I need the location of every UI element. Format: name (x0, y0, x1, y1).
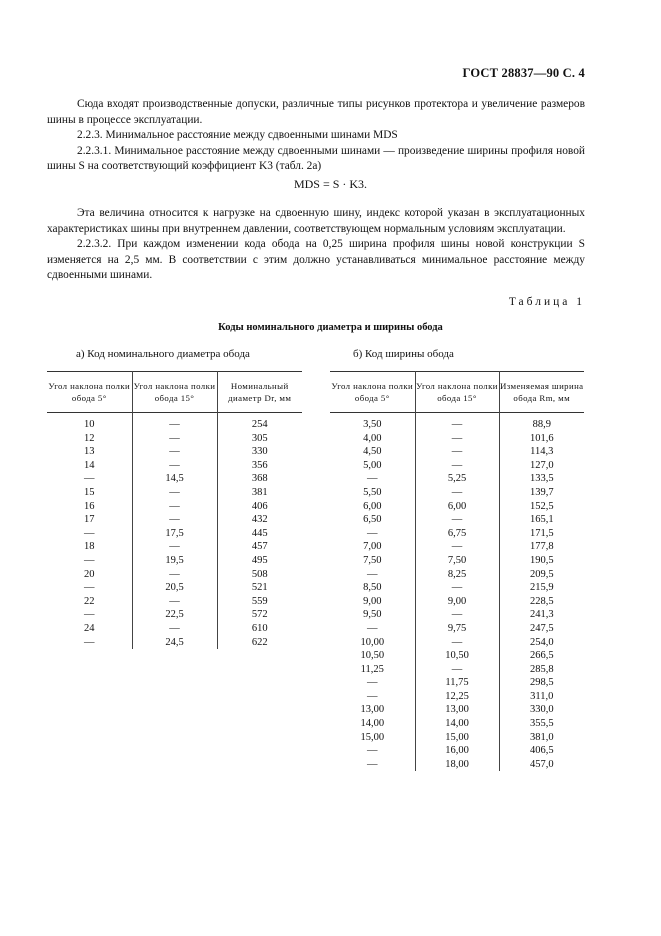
table-cell: 11,25 (330, 663, 415, 677)
table-cell: 14,00 (330, 717, 415, 731)
table-cell: — (47, 472, 132, 486)
table-cell: — (330, 676, 415, 690)
table-b-header-1: Угол наклона полки обода 5° (330, 372, 415, 413)
table-cell: 457,0 (529, 758, 554, 770)
table-a-header-2: Угол наклона полки обода 15° (132, 372, 217, 413)
table-cell: 13,00 (415, 703, 499, 717)
table-row (47, 636, 302, 650)
table-cell: — (415, 432, 499, 446)
table-row (330, 622, 584, 636)
table-cell: — (132, 595, 217, 609)
table-cell: 368 (251, 473, 268, 485)
table-cell: 8,50 (330, 581, 415, 595)
table-row (330, 703, 584, 717)
table-cell: 24 (47, 622, 132, 636)
table-cell: — (132, 459, 217, 473)
table-cell: — (132, 540, 217, 554)
table-row (330, 717, 584, 731)
table-cell: 215,9 (529, 582, 554, 594)
table-row (47, 459, 302, 473)
table-cell: 133,5 (529, 473, 554, 485)
table-cell: 254,0 (529, 636, 554, 648)
table-row (330, 758, 584, 772)
table-cell: 406,5 (529, 745, 554, 757)
table-cell: 22 (47, 595, 132, 609)
table-cell: 20 (47, 568, 132, 582)
table-cell: 6,75 (415, 527, 499, 541)
table-row (330, 413, 584, 432)
table-cell: 298,5 (529, 677, 554, 689)
table-cell: 559 (251, 595, 268, 607)
table-cell: 381 (251, 486, 268, 498)
table-cell: 6,00 (415, 500, 499, 514)
table-row (330, 608, 584, 622)
table-cell: 285,8 (529, 663, 554, 675)
table-cell: 101,6 (529, 432, 554, 444)
table-cell: — (330, 758, 415, 772)
table-cell: — (132, 622, 217, 636)
table-row (330, 744, 584, 758)
table-cell: 13,00 (330, 703, 415, 717)
table-cell: 152,5 (529, 500, 554, 512)
table-row (330, 513, 584, 527)
table-cell: 22,5 (132, 608, 217, 622)
table-cell: 24,5 (132, 636, 217, 650)
table-cell: 355,5 (529, 718, 554, 730)
table-cell: 10,50 (415, 649, 499, 663)
table-cell: — (330, 744, 415, 758)
table-cell: — (132, 413, 217, 432)
table-cell: 572 (251, 609, 268, 621)
table-cell: 127,0 (529, 459, 554, 471)
table-row (330, 500, 584, 514)
second-text-block (47, 206, 585, 284)
table-cell: 247,5 (529, 622, 554, 634)
table-cell: 610 (251, 622, 268, 634)
table-cell: 6,50 (330, 513, 415, 527)
intro-text-block (47, 97, 585, 175)
table-cell: 7,50 (330, 554, 415, 568)
table-cell: — (415, 445, 499, 459)
table-cell: 12,25 (415, 690, 499, 704)
table-cell: 7,00 (330, 540, 415, 554)
table-cell: 9,00 (330, 595, 415, 609)
table-b-header-2: Угол наклона полки обода 15° (415, 372, 499, 413)
table-cell: 9,00 (415, 595, 499, 609)
table-cell: 4,50 (330, 445, 415, 459)
table-cell: 7,50 (415, 554, 499, 568)
table-cell: 381,0 (529, 731, 554, 743)
table-cell: 16 (47, 500, 132, 514)
table-cell: — (415, 608, 499, 622)
page-header: ГОСТ 28837—90 С. 4 (462, 66, 585, 80)
table-row (47, 432, 302, 446)
table-cell: — (47, 554, 132, 568)
table-row (330, 527, 584, 541)
table-b-header-3: Изменяемая ширина обода Rm, мм (500, 381, 584, 403)
table-cell: — (132, 486, 217, 500)
table-cell: 13 (47, 445, 132, 459)
table-row (330, 472, 584, 486)
table-cell: — (330, 690, 415, 704)
table-cell: 165,1 (529, 514, 554, 526)
table-cell: 14,5 (132, 472, 217, 486)
table-row (330, 568, 584, 582)
paragraph-3: 2.2.3.1. Минимальное расстояние между сдвоенными шинами — произведение ширины профиля новой шины S на соответствующий коэффициент K3 (табл. 2а) (47, 144, 585, 173)
table-cell: 15,00 (330, 731, 415, 745)
table-row (47, 413, 302, 432)
table-cell: 445 (251, 527, 268, 539)
table-row (330, 731, 584, 745)
table-row (330, 649, 584, 663)
table-row (330, 554, 584, 568)
table-cell: 139,7 (529, 486, 554, 498)
table-cell: 311,0 (530, 690, 554, 702)
table-row (47, 472, 302, 486)
table-cell: 495 (251, 554, 268, 566)
table-cell: — (47, 636, 132, 650)
table-cell: 177,8 (529, 541, 554, 553)
table-cell: 356 (251, 459, 268, 471)
table-cell: 3,50 (330, 413, 415, 432)
table-row (330, 690, 584, 704)
table-cell: — (415, 413, 499, 432)
table-cell: 508 (251, 568, 268, 580)
table-b (330, 371, 584, 771)
table-cell: — (415, 459, 499, 473)
table-cell: — (415, 663, 499, 677)
paragraph-2: 2.2.3. Минимальное расстояние между сдвоенными шинами MDS (77, 129, 398, 142)
table-row (330, 581, 584, 595)
table-row (47, 568, 302, 582)
table-row (330, 676, 584, 690)
table-cell: 4,00 (330, 432, 415, 446)
table-a (47, 371, 302, 649)
table-cell: 209,5 (529, 568, 554, 580)
table-cell: 305 (251, 432, 268, 444)
table-cell: — (132, 445, 217, 459)
table-cell: 190,5 (529, 554, 554, 566)
table-cell: 18,00 (415, 758, 499, 772)
table-cell: — (132, 513, 217, 527)
table-cell: 14,00 (415, 717, 499, 731)
table-cell: 88,9 (532, 419, 551, 430)
table-cell: 406 (251, 500, 268, 512)
table-cell: — (330, 472, 415, 486)
paragraph-1: Сюда входят производственные допуски, различные типы рисунков протектора и увеличение размеров шины в процессе эксплуатации. (47, 98, 585, 126)
table-cell: — (415, 486, 499, 500)
table-cell: 14 (47, 459, 132, 473)
table-cell: 6,00 (330, 500, 415, 514)
table-cell: — (132, 432, 217, 446)
table-cell: 330 (251, 446, 268, 458)
table-row (47, 554, 302, 568)
table-cell: 10,00 (330, 636, 415, 650)
table-row (330, 486, 584, 500)
table-cell: 20,5 (132, 581, 217, 595)
table-cell: 15,00 (415, 731, 499, 745)
table-cell: — (415, 513, 499, 527)
table-cell: 330,0 (529, 704, 554, 716)
table-cell: 9,50 (330, 608, 415, 622)
table-row (47, 622, 302, 636)
table-cell: 432 (251, 514, 268, 526)
table-row (330, 459, 584, 473)
table-cell: 8,25 (415, 568, 499, 582)
table-cell: — (47, 608, 132, 622)
table-row (47, 527, 302, 541)
table-cell: — (330, 527, 415, 541)
table-cell: 11,75 (415, 676, 499, 690)
table-cell: — (415, 636, 499, 650)
table-cell: 15 (47, 486, 132, 500)
table-cell: — (132, 568, 217, 582)
table-cell: 17 (47, 513, 132, 527)
table-row (330, 432, 584, 446)
table-title: Коды номинального диаметра и ширины обода (218, 322, 443, 333)
table-a-header-1: Угол наклона полки обода 5° (47, 372, 132, 413)
table-row (47, 500, 302, 514)
table-row (330, 595, 584, 609)
table-cell: 9,75 (415, 622, 499, 636)
table-row (47, 608, 302, 622)
table-cell: 266,5 (529, 650, 554, 662)
table-row (47, 540, 302, 554)
table-cell: — (330, 568, 415, 582)
table-cell: 5,00 (330, 459, 415, 473)
table-cell: — (47, 581, 132, 595)
table-row (330, 636, 584, 650)
table-row (47, 581, 302, 595)
table-cell: 114,3 (530, 446, 554, 458)
table-cell: 254 (251, 419, 268, 430)
table-cell: 521 (251, 582, 268, 594)
table-cell: 5,25 (415, 472, 499, 486)
table-cell: 16,00 (415, 744, 499, 758)
table-row (47, 513, 302, 527)
table-cell: 18 (47, 540, 132, 554)
table-row (47, 445, 302, 459)
table-row (47, 486, 302, 500)
table-a-header-3: Номинальный диаметр Dr, мм (228, 381, 292, 403)
table-row (330, 540, 584, 554)
table-b-title: б) Код ширины обода (353, 348, 454, 360)
table-cell: — (132, 500, 217, 514)
table-cell: 17,5 (132, 527, 217, 541)
paragraph-5: 2.2.3.2. При каждом изменении кода обода на 0,25 ширина профиля шины новой конструкции S изменяется на 2,5 мм. В соответствии с этим должно устанавливаться минимальное расстояние между сдвоенными шинами. (47, 238, 585, 282)
paragraph-4: Эта величина относится к нагрузке на сдвоенную шину, индекс которой указан в эксплуатационных характеристиках шины при внутреннем давлении, соответствующем нормальным условиям эксплуатации. (47, 207, 585, 235)
table-row (47, 595, 302, 609)
table-cell: 241,3 (529, 609, 554, 621)
table-cell: 171,5 (529, 527, 554, 539)
table-cell: 12 (47, 432, 132, 446)
table-cell: — (415, 540, 499, 554)
table-cell: — (47, 527, 132, 541)
table-cell: — (415, 581, 499, 595)
table-cell: — (330, 622, 415, 636)
formula: MDS = S · K3. (293, 177, 368, 191)
table-row (330, 445, 584, 459)
table-cell: 19,5 (132, 554, 217, 568)
table-row (330, 663, 584, 677)
table-cell: 622 (251, 636, 268, 648)
table-label: Таблица 1 (508, 296, 585, 308)
table-a-title: а) Код номинального диаметра обода (76, 348, 250, 360)
table-cell: 10,50 (330, 649, 415, 663)
table-cell: 228,5 (529, 595, 554, 607)
table-cell: 457 (251, 541, 268, 553)
table-cell: 10 (47, 413, 132, 432)
table-cell: 5,50 (330, 486, 415, 500)
